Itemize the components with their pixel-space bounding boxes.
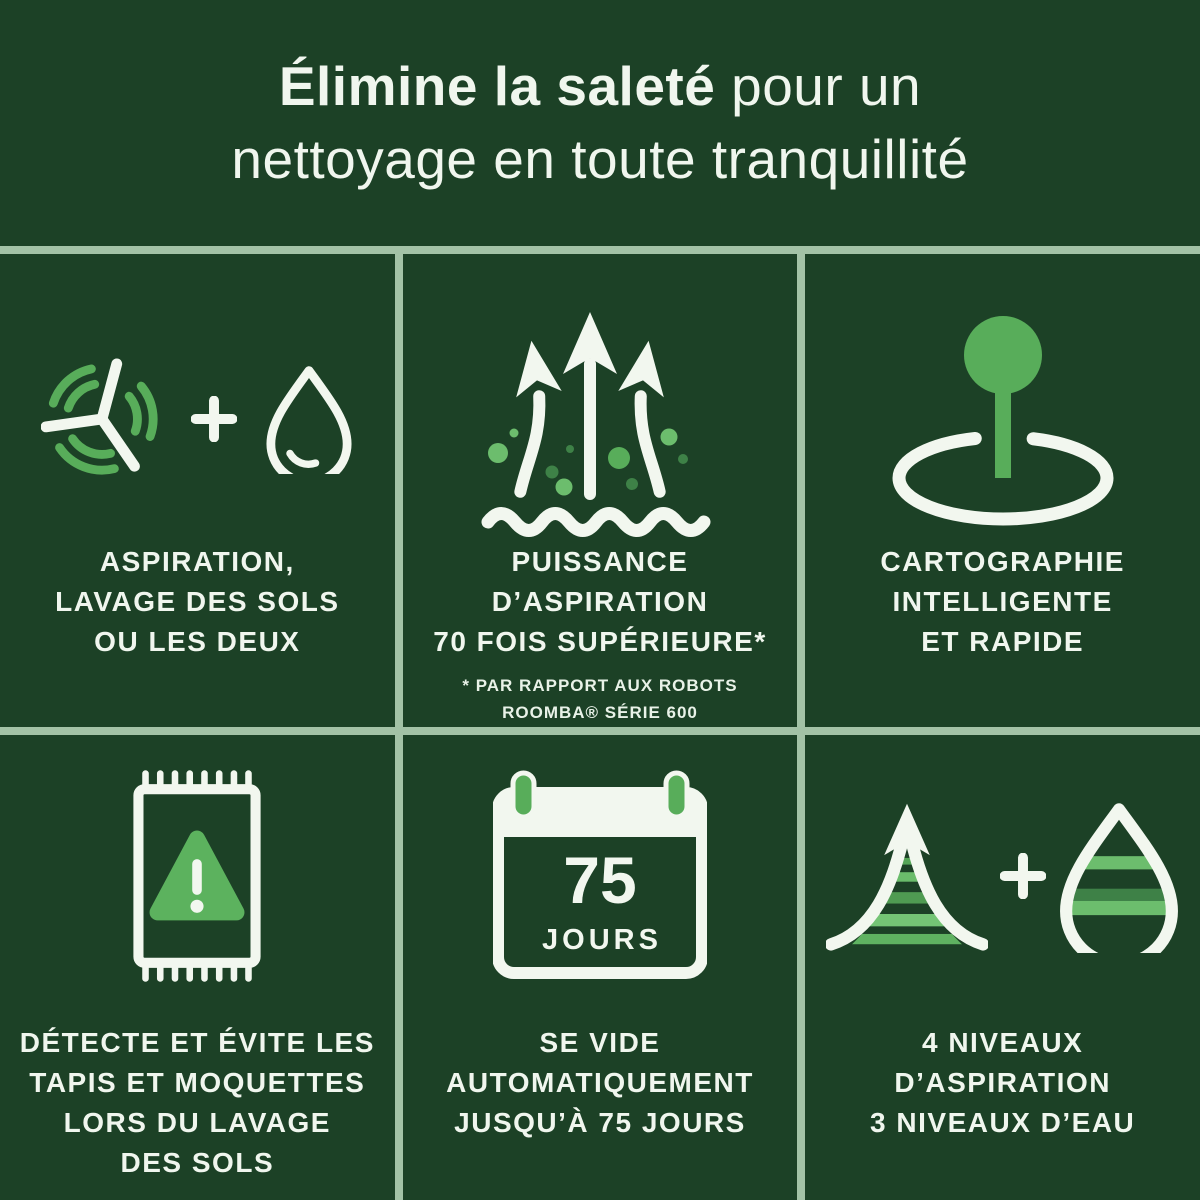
- feature-line: LORS DU LAVAGE: [63, 1107, 331, 1138]
- feature-line: DES SOLS: [120, 1147, 275, 1178]
- panel-suction-power-icons: [403, 254, 798, 584]
- suction-levels-icon: [826, 800, 988, 952]
- rug-warning-icon: [131, 770, 263, 982]
- panel-self-emptying-text: [403, 1023, 798, 1143]
- feature-line: 3 NIVEAUX D’EAU: [870, 1107, 1136, 1138]
- panel-carpet-detection-icons: [0, 735, 395, 1017]
- panel-smart-mapping: [805, 254, 1200, 727]
- panel-self-emptying: [403, 735, 798, 1200]
- footnote-line: * PAR RAPPORT AUX ROBOTS: [462, 676, 738, 695]
- feature-grid: [0, 246, 1200, 1200]
- feature-line: 70 FOIS SUPÉRIEURE*: [433, 626, 767, 657]
- panel-smart-mapping-icons: [805, 254, 1200, 584]
- title-bold: Élimine la saleté: [278, 55, 716, 117]
- plus-icon: [191, 396, 237, 442]
- feature-line: LAVAGE DES SOLS: [55, 586, 340, 617]
- footnote: [403, 672, 798, 726]
- map-pin-icon: [888, 309, 1118, 529]
- suction-arrows-icon: [480, 296, 720, 542]
- feature-line: D’ASPIRATION: [491, 586, 709, 617]
- panel-vacuum-mop-text: [0, 542, 395, 662]
- feature-line: ASPIRATION,: [99, 546, 295, 577]
- panel-vacuum-mop: [0, 254, 395, 727]
- title-line-2: nettoyage en toute tranquillité: [231, 127, 969, 190]
- page-title: [0, 50, 1200, 195]
- feature-line: TAPIS ET MOQUETTES: [29, 1067, 366, 1098]
- feature-line: AUTOMATIQUEMENT: [446, 1067, 754, 1098]
- panel-levels: [805, 735, 1200, 1200]
- feature-line: INTELLIGENTE: [892, 586, 1113, 617]
- panel-carpet-detection-text: [0, 1023, 395, 1183]
- calendar-unit: JOURS: [542, 924, 662, 956]
- water-drop-icon: [265, 364, 353, 474]
- fan-icon: [41, 358, 163, 480]
- feature-line: SE VIDE: [539, 1027, 661, 1058]
- feature-line: 4 NIVEAUX: [921, 1027, 1084, 1058]
- panel-suction-power: [403, 254, 798, 727]
- feature-line: D’ASPIRATION: [894, 1067, 1111, 1098]
- calendar-icon: [493, 765, 707, 987]
- title-rest: pour un: [715, 55, 922, 117]
- feature-line: JUSQU’À 75 JOURS: [454, 1107, 746, 1138]
- panel-self-emptying-icons: [403, 735, 798, 1017]
- panel-levels-text: [805, 1023, 1200, 1143]
- water-levels-icon: [1058, 800, 1180, 953]
- feature-line: OU LES DEUX: [94, 626, 301, 657]
- feature-line: PUISSANCE: [511, 546, 689, 577]
- plus-icon: [1000, 853, 1046, 899]
- panel-smart-mapping-text: [805, 542, 1200, 662]
- feature-line: ET RAPIDE: [921, 626, 1085, 657]
- footnote-line: ROOMBA® SÉRIE 600: [502, 703, 698, 722]
- calendar-number: 75: [563, 843, 637, 917]
- panel-levels-icons: [805, 735, 1200, 1017]
- feature-line: DÉTECTE ET ÉVITE LES: [19, 1027, 375, 1058]
- panel-vacuum-mop-icons: [0, 254, 395, 584]
- panel-carpet-detection: [0, 735, 395, 1200]
- feature-line: CARTOGRAPHIE: [880, 546, 1125, 577]
- title-line-1: [0, 50, 1200, 123]
- panel-suction-power-text: [403, 542, 798, 726]
